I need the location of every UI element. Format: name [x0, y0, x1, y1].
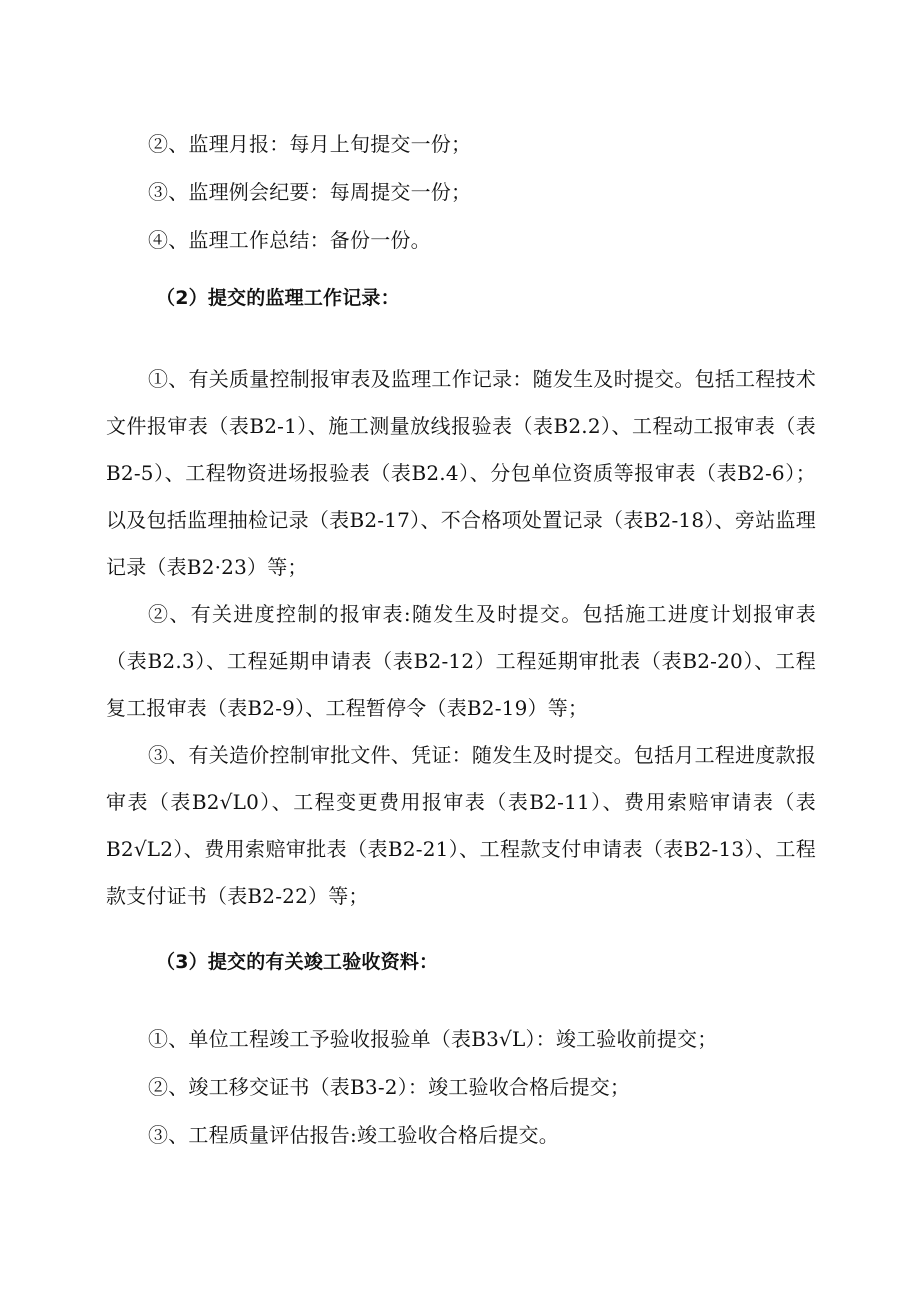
section-3-handover-certificate-item: ②、竣工移交证书（表B3-2）：竣工验收合格后提交； [148, 1075, 631, 1099]
monitoring-work-summary-item: ④、监理工作总结：备份一份。 [148, 228, 431, 252]
section-3-heading: （3）提交的有关竣工验收资料： [156, 951, 439, 973]
section-3-quality-assessment-item: ③、工程质量评估报告:竣工验收合格后提交。 [148, 1123, 559, 1147]
section-2-cost-control-paragraph: ③、有关造价控制审批文件、凭证：随发生及时提交。包括月工程进度款报审表（表B2√L0）、工程变更费用报审表（表B2-11）、费用索赔审请表（表B2√L2）、费用索赔审批表（表B2-21）、工程款支付申请表（表B2-13）、工程款支付证书（表B2-22）等； [106, 743, 816, 908]
section-2-progress-control-paragraph: ②、有关进度控制的报审表:随发生及时提交。包括施工进度计划报审表（表B2.3）、工程延期申请表（表B2-12）工程延期审批表（表B2-20）、工程复工报审表（表B2-9）、工程暂停令（表B2-19）等； [106, 602, 816, 720]
section-2-heading: （2）提交的监理工作记录： [156, 287, 400, 309]
section-3-pre-acceptance-item: ①、单位工程竣工予验收报验单（表B3√L）：竣工验收前提交； [148, 1027, 718, 1051]
section-2-quality-control-paragraph: ①、有关质量控制报审表及监理工作记录：随发生及时提交。包括工程技术文件报审表（表B2-1）、施工测量放线报验表（表B2.2）、工程动工报审表（表B2-5）、工程物资进场报验表（表B2.4）、分包单位资质等报审表（表B2-6）；以及包括监理抽检记录（表B2-17）、不合格项处置记录（表B2-18）、旁站监理记录（表B2·23）等； [106, 367, 816, 579]
monitoring-meeting-minutes-item: ③、监理例会纪要：每周提交一份； [148, 180, 472, 204]
monitoring-monthly-report-item: ②、监理月报：每月上旬提交一份； [148, 132, 472, 156]
